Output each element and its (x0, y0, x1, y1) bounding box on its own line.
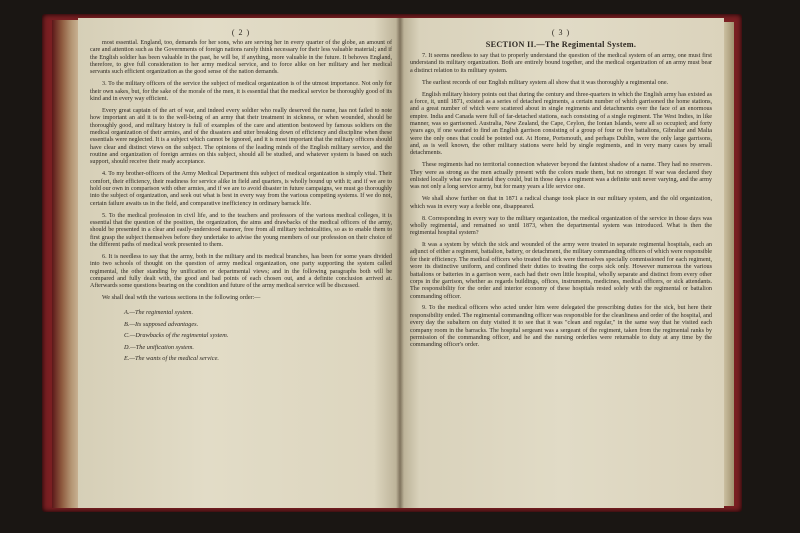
page-number: ( 2 ) (231, 28, 251, 37)
section-list (124, 307, 392, 365)
paragraph: 8. Corresponding in every way to the military organization, the medical organization of the service in those days was wholly regimental, and remained so until 1873, when the departmental system was introduced. What is then the regimental hospital system? (410, 215, 712, 237)
section-title: SECTION II.—The Regimental System. (485, 40, 637, 49)
book-gutter (396, 18, 404, 508)
section-list-item: E.—The wants of the medical service. (124, 355, 219, 363)
paragraph: It was a system by which the sick and wounded of the army were treated in separate regimental hospitals, each an adjunct of either a regiment, battalion, battery, or detachment, the military commanding officers of which were responsible for their efficiency. The medical officers who treated the sick were themselves specially commissioned for each regiment, wore its distinctive uniform, and confined their duties to treating the corps sick only. However numerous the various battalions or batteries in a garrison were, each had their own little hospital, wholly separate and distinct from every other corps in the garrison, whether as regards buildings, offices, instruments, medicines, medical officers, or sick attendants. The responsibility for the order and interior economy of these hospitals rested solely with the regimental or battalion commanding officer. (410, 242, 712, 300)
book-page-edges (724, 22, 734, 506)
section-list-item: A.—The regimental system. (124, 309, 194, 317)
section-list-item: B.—Its supposed advantages. (124, 320, 199, 328)
paragraph: most essential. England, too, demands for her sons, who are serving her in every quarter of the globe, an amount of care and attention such as the Governments of foreign nations rarely think necessary for their less valuable material; and if the English soldier has been valuable in the past, he will be, if anything, more valuable in the future. It behoves England, therefore, to give full consideration to her army medical service, and to force alike on her military and her medical servants such efficient organization as the good sense of the nation demands. (90, 40, 392, 76)
paragraph: 4. To my brother-officers of the Army Medical Department this subject of medical organization is simply vital. Their comfort, their efficiency, their readiness for service alike in field and quarters, is wholly bound up with it; and if we are to hold our own in comparison with other armies, and if we are to avoid disaster in future campaigns, we must go thoroughly into the subject of organization, and seek out what is best in every way from the various competing systems. If we do not, certain failure awaits us in the field, and comparative inefficiency in ordinary barrack life. (90, 171, 392, 207)
paragraph: 7. It seems needless to say that to properly understand the question of the medical system of an army, one must first understand its military organization. Both are entirely bound together, and the medical organization of an army must bear a distinct relation to its military system. (410, 53, 712, 74)
paragraph: English military history points out that during the century and three-quarters in which the English army has existed as a force, it, until 1871, existed as a series of detached regiments, a certain number of which garrisoned the home stations, and a great number of which were scattered about in single regiments and detachments over the face of an enormous empire. India and Canada were full of far-detached stations, each consisting of a single regiment. The West Indies, in like manner, was so garrisoned. Australia, New Zealand, the Cape, Ceylon, the Ionian Islands, were all so occupied; and forty years ago, if one wanted to find an English garrison consisting of a group of four or five battalions, Gibraltar and Malta were the only ones that could be pointed out. At Home, Portsmouth, and perhaps Dublin, were the only large garrisons, and, as is well known, the other military stations were held by single regiments, and in very many cases by small detachments. (410, 91, 712, 157)
paragraph: 3. To the military officers of the service the subject of medical organization is of the utmost importance. Not only for their own sakes, but, for the sake of the morale of the men, it is essential that the medical service be thoroughly good of its kind and in every way efficient. (90, 81, 392, 102)
left-page (78, 18, 400, 508)
section-list-item: C.—Drawbacks of the regimental system. (124, 332, 229, 340)
right-page (400, 18, 724, 508)
paragraph: 6. It is needless to say that the army, both in the military and its medical branches, has been for some years divided into two schools of thought on the question of army medical organization, one party supporting the system called regimental, the other standing by unification or departmental views; and in the following paragraphs both will be compared and fully dealt with, the good and bad points of each chosen out, and a definite conclusion arrived at. Afterwards some questions bearing on the condition and future of the army medical service will be discussed. (90, 253, 392, 290)
paragraph: These regiments had no territorial connection whatever beyond the faintest shadow of a name. They had no reserves. They were as strong as the men actually present with the colors made them, but no stronger. If war was declared they enlisted locally what raw material they could, but in those days a regiment was a definite unit never varying, and the army was not only a long service army, but for many years a life service one. (410, 162, 712, 191)
paragraph: The earliest records of our English military system all show that it was thoroughly a regimental one. (422, 79, 669, 86)
paragraph: Every great captain of the art of war, and indeed every soldier who really deserved the name, has not failed to note how important an aid it is to the well-being of an army that their treatment in sickness, or when wounded, should be thoroughly good, and military history is full of examples of the care and attention bestowed by famous soldiers on the medical organization of their armies, and of the disasters and utter breaking down of efficiency and discipline when these essentials were neglected. It is a subject which cannot be ignored, and it is most important that the military officers should have clear and distinct views on the subject. The opinions of the leading minds of the English military service, and the routine and organization of foreign armies on this subject, should all be studied, and whatever system is based on such support, should receive their ready acceptance. (90, 107, 392, 166)
section-list-item: D.—The unification system. (124, 343, 194, 351)
paragraph: 9. To the medical officers who acted under him were delegated the prescribing duties for the sick, but here their responsibility ended. The regimental commanding officer was responsible for the cleanliness and order of the hospital, and every day the subaltern on duty visited it to see that it was "clean and regular," in the same way that he visited each company room in the barracks. The hospital sergeant was a sergeant of the regiment, taken from the regimental ranks by permission of the commanding officer, and he and the nursing orderlies were returnable to duty at any time by the commanding officer's order. (410, 305, 712, 349)
paragraph: We shall deal with the various sections in the following order:— (102, 295, 261, 302)
paragraph: We shall show further on that in 1871 a radical change took place in our military system, and the old organization, which was in every way a feeble one, disappeared. (410, 196, 712, 210)
page-number: ( 3 ) (551, 28, 571, 37)
paragraph: 5. To the medical profession in civil life, and to the teachers and professors of the various medical colleges, it is essential that the question of the position, the organization, the aims and drawbacks of the medical officers of the army, should be presented in a clear and easily-understood manner, free from all military technicalities, so as to enable them to first grasp the subject themselves before they undertake to advise the young members of our profession on their choice of the different paths of medical work presented to them. (90, 212, 392, 248)
book-fore-edge (52, 20, 80, 508)
